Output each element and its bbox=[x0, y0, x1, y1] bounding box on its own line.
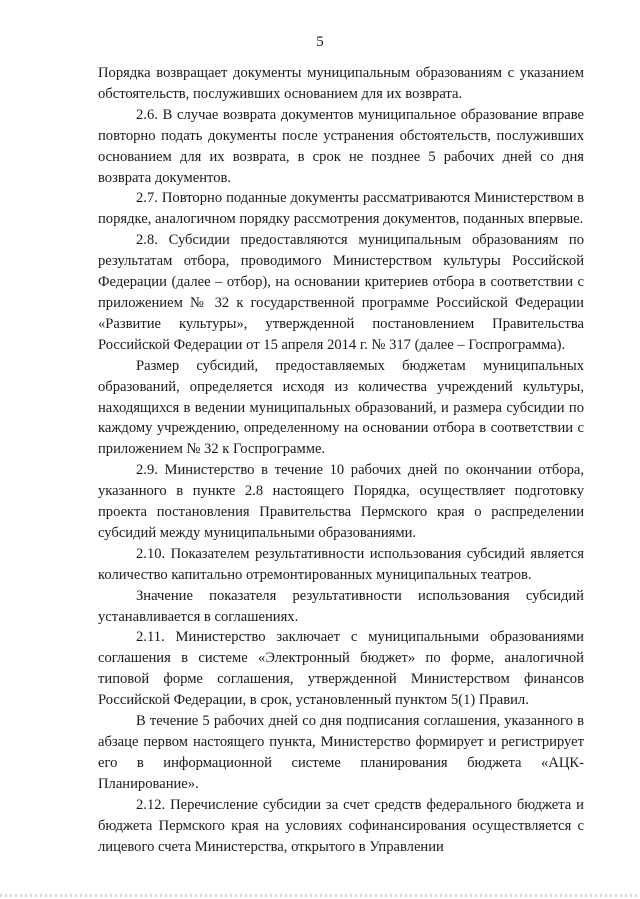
page-number: 5 bbox=[316, 34, 324, 50]
paragraph-2-12: 2.12. Перечисление субсидии за счет средств федерального бюджета и бюджета Пермского края на условиях софинансирования осуществляется с лицевого счета Министерства, открытого в Управлении bbox=[98, 796, 584, 855]
document-body bbox=[98, 63, 584, 857]
paragraph-2-11: 2.11. Министерство заключает с муниципальными образованиями соглашения в системе «Электронный бюджет» по форме, аналогичной типовой форме соглашения, утвержденной Министерством финансов Российской Федерации, в срок, установленный пунктом 5(1) Правил. bbox=[98, 629, 584, 709]
paragraph-2-10: 2.10. Показателем результативности использования субсидий является количество капитально отремонтированных муниципальных театров. bbox=[98, 545, 584, 583]
paragraph-2-6: 2.6. В случае возврата документов муниципальное образование вправе повторно подать документы после устранения обстоятельств, послуживших основанием для их возврата, в срок не позднее 5 рабочих дней со дня возврата документов. bbox=[98, 106, 584, 186]
page-bottom-edge bbox=[0, 894, 640, 897]
paragraph-2-11-registration: В течение 5 рабочих дней со дня подписания соглашения, указанного в абзаце первом настоящего пункта, Министерство формирует и регистрирует его в информационной системе планирования бюджета «АЦК-Планирование». bbox=[98, 713, 584, 792]
paragraph-2-10-indicator-value: Значение показателя результативности использования субсидий устанавливается в соглашениях. bbox=[98, 587, 584, 625]
paragraph-2-8: 2.8. Субсидии предоставляются муниципальным образованиям по результатам отбора, проводимого Министерством культуры Российской Федерации (далее – отбор), на основании критериев отбора в соответствии с приложением № 32 к государственной программе Российской Федерации «Развитие культуры», утвержденной постановлением Правительства Российской Федерации от 15 апреля 2014 г. № 317 (далее – Госпрограмма). bbox=[98, 232, 584, 353]
paragraph-2-9: 2.9. Министерство в течение 10 рабочих дней по окончании отбора, указанного в пункте 2.8 настоящего Порядка, осуществляет подготовку проекта постановления Правительства Пермского края о распределении субсидий между муниципальными образованиями. bbox=[98, 462, 584, 541]
paragraph-continuation: Порядка возвращает документы муниципальным образованиям с указанием обстоятельств, послуживших основанием для их возврата. bbox=[98, 65, 584, 102]
paragraph-2-8-subsidy-size: Размер субсидий, предоставляемых бюджетам муниципальных образований, определяется исходя из количества учреждений культуры, находящихся в ведении муниципальных образований, и размера субсидии по каждому учреждению, определенному на основании отбора в соответствии с приложением № 32 к Госпрограмме. bbox=[98, 357, 584, 458]
paragraph-2-7: 2.7. Повторно поданные документы рассматриваются Министерством в порядке, аналогичном порядку рассмотрения документов, поданных впервые. bbox=[98, 190, 584, 228]
